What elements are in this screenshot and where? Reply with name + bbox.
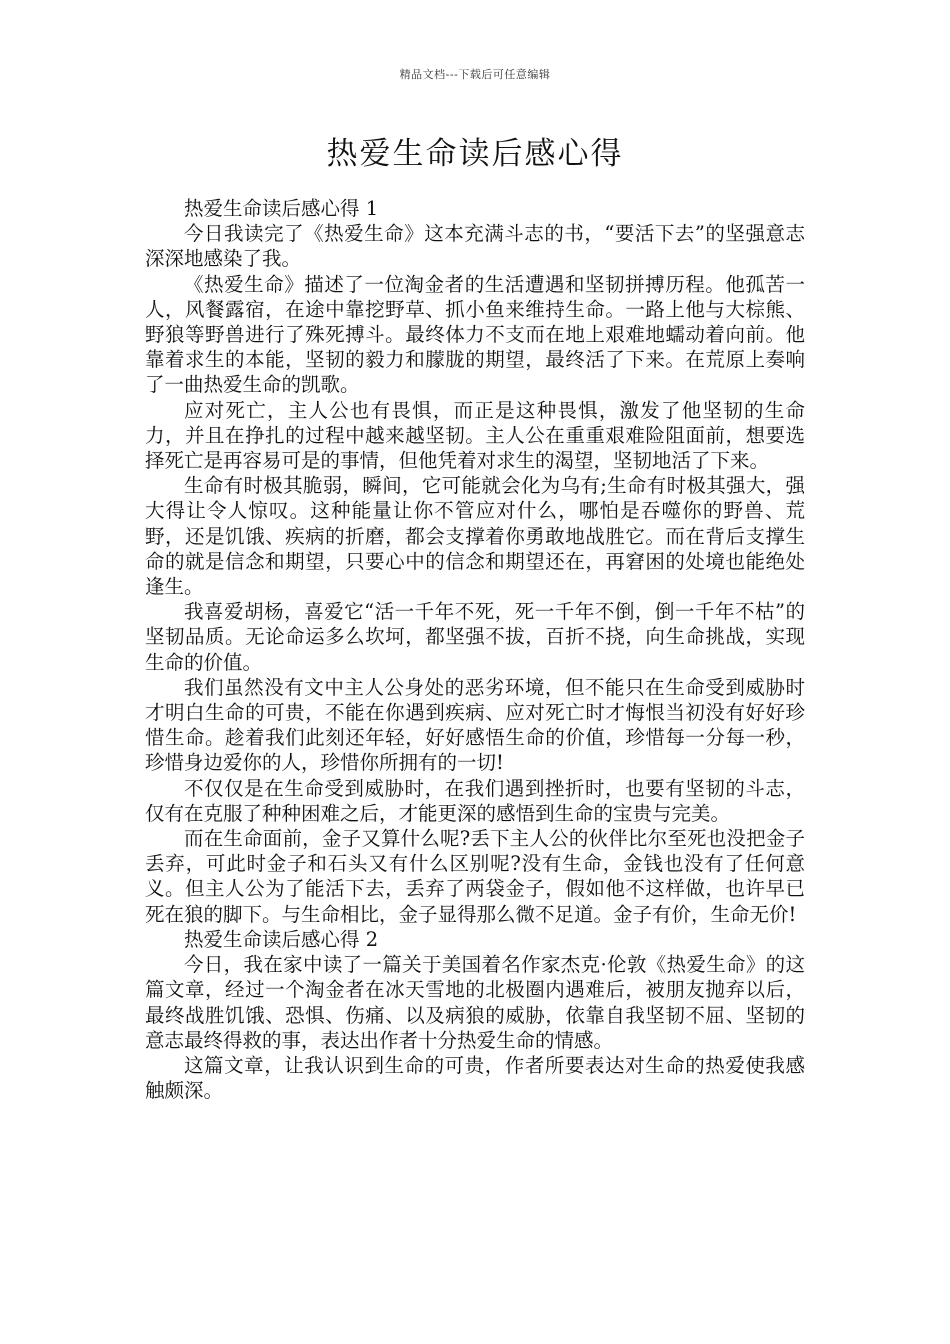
paragraph: 应对死亡，主人公也有畏惧，而正是这种畏惧，激发了他坚韧的生命力，并且在挣扎的过程中越来越坚韧。主人公在重重艰难险阻面前，想要选择死亡是再容易可是的事情，但他凭着对求生的渴望，坚韧地活了下来。: [145, 398, 805, 473]
section-heading-2: 热爱生命读后感心得 2: [184, 927, 379, 951]
paragraph: 生命有时极其脆弱，瞬间，它可能就会化为乌有;生命有时极其强大，强大得让令人惊叹。这种能量让你不管应对什么，哪怕是吞噬你的野兽、荒野，还是饥饿、疾病的折磨，都会支撑着你勇敢地战胜它。而在背后支撑生命的就是信念和期望，只要心中的信念和期望还在，再窘困的处境也能绝处逢生。: [145, 474, 805, 599]
paragraph: 今日，我在家中读了一篇关于美国着名作家杰克·伦敦《热爱生命》的这篇文章，经过一个淘金者在冰天雪地的北极圈内遇难后，被朋友抛弃以后，最终战胜饥饿、恐惧、伤痛、以及病狼的威胁，依靠自我坚韧不屈、坚韧的意志最终得救的事，表达出作者十分热爱生命的情感。: [145, 953, 805, 1052]
document-body: [145, 196, 805, 1103]
paragraph: 我喜爱胡杨，喜爱它“活一千年不死，死一千年不倒，倒一千年不枯”的坚韧品质。无论命运多么坎坷，都坚强不拔，百折不挠，向生命挑战，实现生命的价值。: [145, 600, 805, 674]
paragraph: 而在生命面前，金子又算什么呢?丢下主人公的伙伴比尔至死也没把金子丢弃，可此时金子和石头又有什么区别呢?没有生命，金钱也没有了任何意义。但主人公为了能活下去，丢弃了两袋金子，假如他不这样做，也许早已死在狼的脚下。与生命相比，金子显得那么微不足道。金子有价，生命无价!: [145, 827, 805, 926]
document-title: 热爱生命读后感心得: [326, 136, 624, 172]
paragraph: 今日我读完了《热爱生命》这本充满斗志的书，“要活下去”的坚强意志深深地感染了我。: [145, 222, 805, 271]
paragraph: 我们虽然没有文中主人公身处的恶劣环境，但不能只在生命受到威胁时才明白生命的可贵，不能在你遇到疾病、应对死亡时才悔恨当初没有好好珍惜生命。趁着我们此刻还年轻，好好感悟生命的价值，珍惜每一分每一秒，珍惜身边爱你的人，珍惜你所拥有的一切!: [145, 675, 805, 775]
page-header: 精品文档---下载后可任意编辑: [399, 68, 551, 81]
paragraph: 这篇文章，让我认识到生命的可贵，作者所要表达对生命的热爱使我感触颇深。: [145, 1053, 805, 1103]
paragraph: 《热爱生命》描述了一位淘金者的生活遭遇和坚韧拼搏历程。他孤苦一人，风餐露宿，在途中靠挖野草、抓小鱼来维持生命。一路上他与大棕熊、野狼等野兽进行了殊死搏斗。最终体力不支而在地上艰难地蠕动着向前。他靠着求生的本能，坚韧的毅力和朦胧的期望，最终活了下来。在荒原上奏响了一曲热爱生命的凯歌。: [145, 272, 805, 397]
section-heading-1: 热爱生命读后感心得 1: [184, 197, 379, 220]
paragraph: 不仅仅是在生命受到威胁时，在我们遇到挫折时，也要有坚韧的斗志，仅有在克服了种种困难之后，才能更深的感悟到生命的宝贵与完美。: [145, 776, 805, 825]
